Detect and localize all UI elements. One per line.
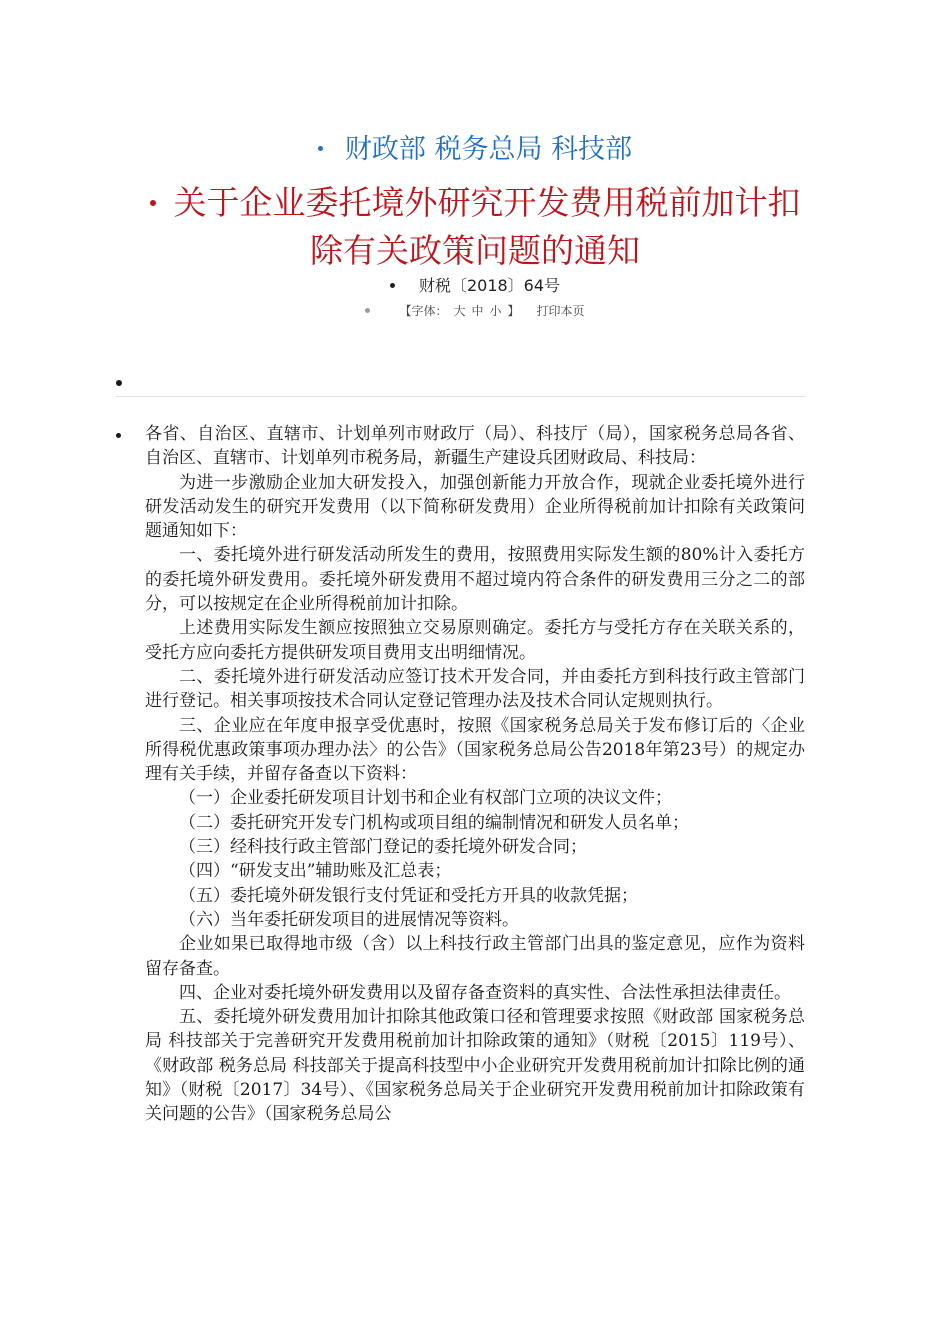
body-paragraph-1-note: 上述费用实际发生额应按照独立交易原则确定。委托方与受托方存在关联关系的，受托方应向委托方提供研发项目费用支出明细情况。 bbox=[145, 618, 805, 663]
body-paragraph-3-note: 企业如果已取得地市级（含）以上科技行政主管部门出具的鉴定意见，应作为资料留存备查。 bbox=[145, 934, 805, 979]
document-body bbox=[145, 422, 805, 1127]
bullet-dot-icon bbox=[365, 308, 370, 313]
document-number bbox=[0, 274, 950, 298]
body-list-item-2: （二）委托研究开发专门机构或项目组的编制情况和研发人员名单； bbox=[179, 812, 689, 833]
issuers-text: 财政部 税务总局 科技部 bbox=[344, 134, 633, 165]
body-paragraph-3: 三、企业应在年度申报享受优惠时，按照《国家税务总局关于发布修订后的〈企业所得税优惠政策事项办理办法〉的公告》（国家税务总局公告2018年第23号）的规定办理有关手续，并留存备查以下资料： bbox=[145, 715, 805, 785]
body-list-item-6: （六）当年委托研发项目的进展情况等资料。 bbox=[179, 909, 519, 930]
body-paragraph-2: 二、委托境外进行研发活动应签订技术开发合同，并由委托方到科技行政主管部门进行登记。相关事项按技术合同认定登记管理办法及技术合同认定规则执行。 bbox=[145, 666, 805, 712]
title-text-2: 除有关政策问题的通知 bbox=[310, 231, 640, 270]
document-number-text: 财税〔2018〕64号 bbox=[418, 276, 561, 295]
bullet-dot-icon bbox=[390, 283, 395, 288]
recipients-paragraph: 各省、自治区、直辖市、计划单列市财政厅（局）、科技厅（局），国家税务总局各省、自治区、直辖市、计划单列市税务局，新疆生产建设兵团财政局、科技局： bbox=[145, 424, 805, 469]
body-paragraph-5: 五、委托境外研发费用加计扣除其他政策口径和管理要求按照《财政部 国家税务总局 科技部关于完善研究开发费用税前加计扣除政策的通知》（财税〔2015〕119号）、《财政部 税务总局 科技部关于提高科技型中小企业研究开发费用税前加计扣除比例的通知》（财税〔2017〕34号）、《国家税务总局关于企业研究开发费用税前加计扣除政策有关问题的公告》（国家税务总局公 bbox=[145, 1007, 805, 1125]
body-list-item-1: （一）企业委托研发项目计划书和企业有权部门立项的决议文件； bbox=[179, 788, 672, 809]
document-title-line-2 bbox=[0, 228, 950, 274]
issuing-agencies bbox=[0, 130, 950, 170]
font-size-small-button[interactable]: 小 bbox=[489, 304, 502, 318]
body-list-item-3: （三）经科技行政主管部门登记的委托境外研发合同； bbox=[179, 837, 587, 858]
font-size-large-button[interactable]: 大 bbox=[453, 304, 466, 318]
body-paragraph-1: 一、委托境外进行研发活动所发生的费用，按照费用实际发生额的80%计入委托方的委托境外研发费用。委托境外研发费用不超过境内符合条件的研发费用三分之二的部分，可以按规定在企业所得税前加计扣除。 bbox=[145, 545, 805, 615]
body-list-item-4: （四）“研发支出”辅助账及汇总表； bbox=[179, 861, 452, 882]
divider-line bbox=[116, 396, 806, 397]
font-label-close: 】 bbox=[507, 304, 520, 318]
print-page-link[interactable]: 打印本页 bbox=[536, 304, 585, 318]
body-paragraph-4: 四、企业对委托境外研发费用以及留存备查资料的真实性、合法性承担法律责任。 bbox=[179, 982, 791, 1003]
body-paragraph-intro: 为进一步激励企业加大研发投入，加强创新能力开放合作，现就企业委托境外进行研发活动发生的研究开发费用（以下简称研发费用）企业所得税前加计扣除有关政策问题通知如下： bbox=[145, 472, 805, 542]
bullet-dot-icon bbox=[318, 146, 323, 151]
body-list-item-5: （五）委托境外研发银行支付凭证和受托方开具的收款凭据； bbox=[179, 885, 638, 906]
title-text-1: 关于企业委托境外研究开发费用税前加计扣 bbox=[173, 183, 801, 222]
font-size-medium-button[interactable]: 中 bbox=[471, 304, 484, 318]
bullet-dot-icon bbox=[150, 200, 156, 206]
font-size-toolbar bbox=[0, 300, 950, 322]
document-title-line-1 bbox=[0, 180, 950, 226]
font-label-open: 【字体： bbox=[399, 304, 448, 318]
body-bullet-icon bbox=[116, 433, 121, 438]
empty-list-bullet-icon bbox=[116, 380, 122, 386]
